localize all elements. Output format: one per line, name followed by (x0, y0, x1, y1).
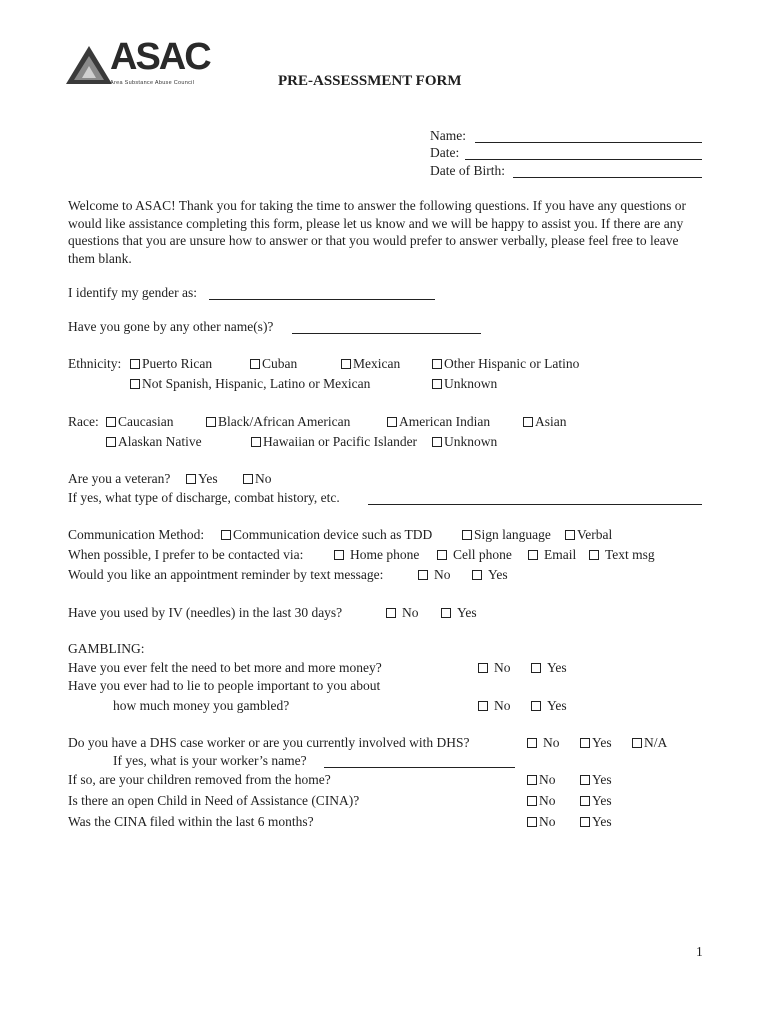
checkbox-icon (432, 437, 442, 447)
option-label: Unknown (444, 376, 498, 391)
checkbox-icon (528, 550, 538, 560)
checkbox-icon (221, 530, 231, 540)
name-field[interactable] (475, 142, 702, 143)
checkbox-icon (251, 437, 261, 447)
checkbox-icon (206, 417, 216, 427)
gender-field[interactable] (209, 299, 435, 300)
gender-label: I identify my gender as: (68, 285, 197, 300)
dhs-q1-no[interactable] (527, 735, 560, 751)
race-option-black[interactable] (206, 414, 350, 430)
iv-no[interactable] (386, 605, 419, 621)
ethnicity-label: Ethnicity: (68, 356, 122, 371)
contact-option-email[interactable] (528, 547, 576, 563)
checkbox-icon (334, 550, 344, 560)
checkbox-icon (130, 379, 140, 389)
dhs-worker-label: If yes, what is your worker’s name? (113, 753, 307, 768)
checkbox-icon (580, 817, 590, 827)
option-label: Mexican (353, 356, 401, 371)
option-label: No (255, 471, 272, 486)
option-label: No (539, 772, 556, 787)
option-label: Yes (488, 567, 508, 582)
checkbox-icon (341, 359, 351, 369)
race-option-alaskan[interactable] (106, 434, 202, 450)
checkbox-icon (527, 817, 537, 827)
race-option-asian[interactable] (523, 414, 567, 430)
option-label: Yes (198, 471, 218, 486)
option-label: No (494, 698, 511, 713)
logo-triangle-icon (66, 46, 112, 86)
checkbox-icon (186, 474, 196, 484)
communication-option-tdd[interactable] (221, 527, 432, 543)
race-label: Race: (68, 414, 99, 429)
checkbox-icon (243, 474, 253, 484)
dhs-q3-yes[interactable] (580, 793, 612, 809)
option-label: Communication device such as TDD (233, 527, 433, 542)
date-field[interactable] (465, 159, 702, 160)
checkbox-icon (106, 437, 116, 447)
option-label: Yes (592, 772, 612, 787)
veteran-yes[interactable] (186, 471, 218, 487)
dhs-q2: If so, are your children removed from the home? (68, 772, 331, 787)
option-label: Verbal (577, 527, 613, 542)
communication-label: Communication Method: (68, 527, 205, 542)
veteran-followup: If yes, what type of discharge, combat history, etc. (68, 490, 340, 505)
checkbox-icon (589, 550, 599, 560)
option-label: N/A (644, 735, 668, 750)
checkbox-icon (387, 417, 397, 427)
iv-yes[interactable] (441, 605, 477, 621)
option-label: American Indian (399, 414, 491, 429)
option-label: No (494, 660, 511, 675)
dhs-q2-no[interactable] (527, 772, 556, 788)
option-label: Yes (547, 660, 567, 675)
option-label: Puerto Rican (142, 356, 213, 371)
reminder-yes[interactable] (472, 567, 508, 583)
race-option-hawaiian[interactable] (251, 434, 417, 450)
option-label: Asian (535, 414, 567, 429)
checkbox-icon (527, 775, 537, 785)
other-names-field[interactable] (292, 333, 481, 334)
checkbox-icon (437, 550, 447, 560)
checkbox-icon (130, 359, 140, 369)
option-label: Not Spanish, Hispanic, Latino or Mexican (142, 376, 371, 391)
checkbox-icon (527, 796, 537, 806)
option-label: Other Hispanic or Latino (444, 356, 580, 371)
option-label: No (539, 793, 556, 808)
gambling-q2-yes[interactable] (531, 698, 567, 714)
checkbox-icon (527, 738, 537, 748)
race-option-unknown[interactable] (432, 434, 497, 450)
checkbox-icon (386, 608, 396, 618)
checkbox-icon (632, 738, 642, 748)
dob-field[interactable] (513, 177, 702, 178)
iv-question: Have you used by IV (needles) in the last 30 days? (68, 605, 343, 620)
date-label: Date: (430, 145, 460, 160)
welcome-paragraph: Welcome to ASAC! Thank you for taking the time to answer the following questions. If you have any questions or would like assistance completing this form, please let us know and we will be happy to assist you. If there are any questions that you are unsure how to answer or that you would prefer to answer verbally, please feel free to leave them blank. (68, 198, 687, 266)
contact-option-text[interactable] (589, 547, 655, 563)
option-label: Alaskan Native (118, 434, 202, 449)
ethnicity-option-puerto-rican[interactable] (130, 356, 212, 372)
option-label: No (434, 567, 451, 582)
dhs-q1-yes[interactable] (580, 735, 612, 751)
communication-option-sign[interactable] (462, 527, 551, 543)
gambling-q2-line1: Have you ever had to lie to people important to you about (68, 678, 381, 693)
checkbox-icon (580, 775, 590, 785)
option-label: Caucasian (118, 414, 174, 429)
gambling-q2-line2: how much money you gambled? (113, 698, 290, 713)
contact-label: When possible, I prefer to be contacted via: (68, 547, 304, 562)
reminder-question: Would you like an appointment reminder by text message: (68, 567, 384, 582)
option-label: Yes (547, 698, 567, 713)
reminder-no[interactable] (418, 567, 451, 583)
gambling-heading: GAMBLING: (68, 641, 145, 656)
dhs-q1: Do you have a DHS case worker or are you currently involved with DHS? (68, 735, 470, 750)
dhs-worker-field[interactable] (324, 767, 515, 768)
gambling-q2-no[interactable] (478, 698, 511, 714)
checkbox-icon (441, 608, 451, 618)
communication-option-verbal[interactable] (565, 527, 612, 543)
option-label: Black/African American (218, 414, 351, 429)
checkbox-icon (523, 417, 533, 427)
option-label: Yes (592, 735, 612, 750)
race-option-american-indian[interactable] (387, 414, 490, 430)
option-label: Yes (457, 605, 477, 620)
dob-label: Date of Birth: (430, 163, 505, 178)
contact-option-cell[interactable] (437, 547, 512, 563)
gambling-q1: Have you ever felt the need to bet more and more money? (68, 660, 382, 675)
veteran-question: Are you a veteran? (68, 471, 171, 486)
race-option-caucasian[interactable] (106, 414, 173, 430)
veteran-no[interactable] (243, 471, 272, 487)
checkbox-icon (432, 379, 442, 389)
option-label: No (402, 605, 419, 620)
page-title: PRE-ASSESSMENT FORM (278, 73, 462, 89)
option-label: Home phone (350, 547, 420, 562)
option-label: Sign language (474, 527, 551, 542)
veteran-followup-field[interactable] (368, 504, 702, 505)
checkbox-icon (565, 530, 575, 540)
ethnicity-option-not-spanish[interactable] (130, 376, 370, 392)
checkbox-icon (472, 570, 482, 580)
dhs-q1-na[interactable] (632, 735, 667, 751)
dhs-q3: Is there an open Child in Need of Assistance (CINA)? (68, 793, 360, 808)
checkbox-icon (580, 738, 590, 748)
checkbox-icon (478, 701, 488, 711)
dhs-q4-no[interactable] (527, 814, 556, 830)
checkbox-icon (432, 359, 442, 369)
dhs-q4: Was the CINA filed within the last 6 months? (68, 814, 314, 829)
checkbox-icon (250, 359, 260, 369)
checkbox-icon (478, 663, 488, 673)
option-label: No (543, 735, 560, 750)
checkbox-icon (531, 663, 541, 673)
name-label: Name: (430, 128, 466, 143)
option-label: No (539, 814, 556, 829)
other-names-label: Have you gone by any other name(s)? (68, 319, 274, 334)
option-label: Text msg (605, 547, 655, 562)
dhs-q4-yes[interactable] (580, 814, 612, 830)
ethnicity-option-other-hispanic[interactable] (432, 356, 579, 372)
checkbox-icon (418, 570, 428, 580)
ethnicity-option-unknown[interactable] (432, 376, 497, 392)
logo (66, 36, 210, 90)
ethnicity-option-mexican[interactable] (341, 356, 400, 372)
logo-name: ASAC (110, 36, 210, 78)
gambling-q1-yes[interactable] (531, 660, 567, 676)
checkbox-icon (531, 701, 541, 711)
option-label: Cuban (262, 356, 298, 371)
option-label: Yes (592, 814, 612, 829)
option-label: Cell phone (453, 547, 512, 562)
checkbox-icon (462, 530, 472, 540)
checkbox-icon (580, 796, 590, 806)
ethnicity-option-cuban[interactable] (250, 356, 297, 372)
option-label: Yes (592, 793, 612, 808)
gambling-q1-no[interactable] (478, 660, 511, 676)
option-label: Unknown (444, 434, 498, 449)
option-label: Email (544, 547, 577, 562)
contact-option-home[interactable] (334, 547, 419, 563)
dhs-q3-no[interactable] (527, 793, 556, 809)
page-number: 1 (696, 944, 703, 959)
logo-tagline: Area Substance Abuse Council (110, 80, 195, 86)
checkbox-icon (106, 417, 116, 427)
option-label: Hawaiian or Pacific Islander (263, 434, 418, 449)
dhs-q2-yes[interactable] (580, 772, 612, 788)
